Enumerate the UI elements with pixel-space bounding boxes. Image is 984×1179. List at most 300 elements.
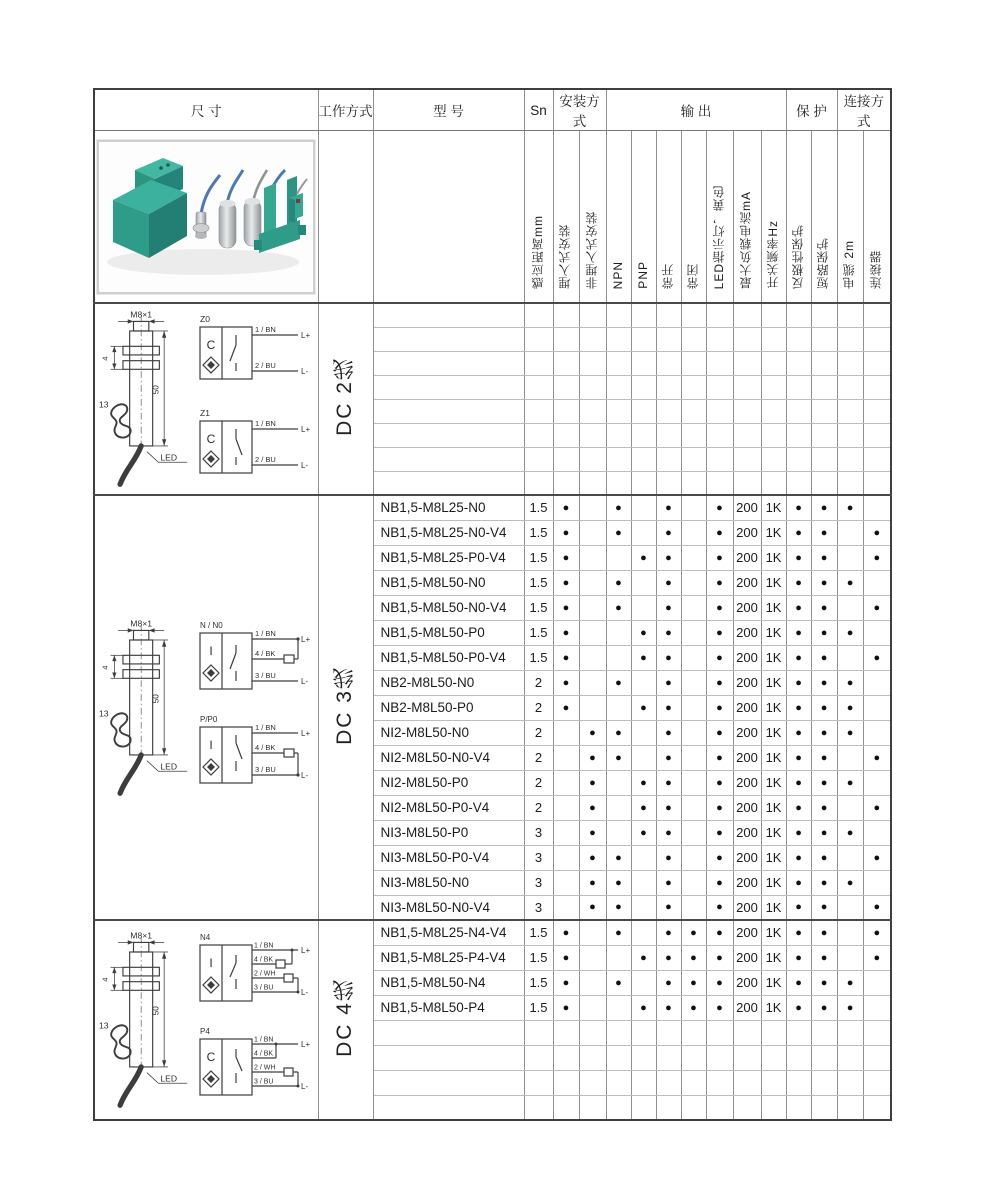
spec-cell (863, 1070, 891, 1095)
spec-cell: 1.5 (524, 620, 553, 645)
spec-cell (863, 399, 891, 423)
model-cell: NB1,5-M8L50-N0-V4 (373, 595, 524, 620)
feature-dot-cell: ● (811, 520, 837, 545)
feature-dot-cell: ● (786, 820, 811, 845)
spec-cell: 1K (761, 820, 786, 845)
spec-cell: 200 (733, 870, 761, 895)
feature-dot-cell: ● (631, 545, 656, 570)
spec-cell (681, 745, 706, 770)
feature-dot-cell: ● (706, 745, 733, 770)
spec-cell (579, 995, 606, 1020)
spec-cell (631, 595, 656, 620)
svg-text:2 / WH: 2 / WH (253, 1064, 276, 1072)
feature-dot-cell: ● (606, 845, 631, 870)
svg-text:2 / WH: 2 / WH (253, 970, 276, 978)
feature-dot-cell: ● (553, 620, 579, 645)
spec-cell (579, 670, 606, 695)
feature-dot-cell: ● (681, 970, 706, 995)
feature-dot-cell: ● (553, 670, 579, 695)
feature-dot-cell: ● (837, 570, 863, 595)
model-cell: NB1,5-M8L25-N4-V4 (373, 920, 524, 945)
feature-dot-cell: ● (811, 795, 837, 820)
feature-dot-cell: ● (811, 645, 837, 670)
spec-cell (786, 351, 811, 375)
feature-dot-cell: ● (863, 545, 891, 570)
spec-cell: 2 (524, 770, 553, 795)
feature-dot-cell: ● (631, 820, 656, 845)
svg-text:C: C (206, 1050, 216, 1064)
spec-cell (579, 423, 606, 447)
spec-cell (786, 1095, 811, 1120)
spec-cell (733, 1020, 761, 1045)
spec-cell: 1.5 (524, 495, 553, 520)
spec-cell: 200 (733, 820, 761, 845)
dimension-diagram-dc2 (94, 303, 318, 495)
feature-dot-cell: ● (811, 895, 837, 920)
spec-cell (681, 645, 706, 670)
svg-text:1 / BN: 1 / BN (254, 722, 276, 732)
spec-cell (786, 1070, 811, 1095)
feature-dot-cell: ● (786, 495, 811, 520)
svg-text:LED: LED (160, 1073, 177, 1084)
spec-cell: 2 (524, 745, 553, 770)
spec-cell (837, 1020, 863, 1045)
feature-dot-cell: ● (553, 570, 579, 595)
spec-cell (837, 399, 863, 423)
feature-dot-cell: ● (656, 870, 681, 895)
feature-dot-cell: ● (786, 645, 811, 670)
spec-cell (631, 520, 656, 545)
table-row (94, 495, 891, 520)
header-sn: Sn (524, 89, 553, 131)
sensor-family-illustration (101, 142, 311, 288)
spec-cell (631, 895, 656, 920)
spec-cell (606, 471, 631, 495)
wrench-icon (111, 404, 130, 437)
work-mode-dc3: DC 3线 (318, 495, 373, 920)
feature-dot-cell: ● (606, 595, 631, 620)
model-cell (373, 303, 524, 327)
spec-cell (681, 595, 706, 620)
model-cell (373, 471, 524, 495)
spec-cell (837, 327, 863, 351)
spec-cell (863, 820, 891, 845)
spec-cell (761, 1045, 786, 1070)
feature-dot-cell: ● (656, 945, 681, 970)
spec-cell (706, 327, 733, 351)
spec-cell (733, 471, 761, 495)
svg-text:P/P0: P/P0 (199, 714, 218, 724)
model-cell: NB1,5-M8L50-P0 (373, 620, 524, 645)
feature-dot-cell: ● (579, 770, 606, 795)
spec-cell (579, 1045, 606, 1070)
feature-dot-cell: ● (811, 670, 837, 695)
spec-cell (579, 1070, 606, 1095)
col-max-load-current: 最大负载电流mA (733, 131, 761, 304)
spec-cell: 1.5 (524, 970, 553, 995)
feature-dot-cell: ● (811, 970, 837, 995)
feature-dot-cell: ● (837, 870, 863, 895)
feature-dot-cell: ● (837, 970, 863, 995)
spec-cell (656, 423, 681, 447)
spec-cell (553, 1095, 579, 1120)
spec-cell (631, 351, 656, 375)
svg-text:4 / BK: 4 / BK (254, 648, 276, 658)
model-cell: NB1,5-M8L50-N0 (373, 570, 524, 595)
spec-cell (761, 327, 786, 351)
spec-cell (681, 423, 706, 447)
spec-cell (606, 770, 631, 795)
feature-dot-cell: ● (579, 820, 606, 845)
feature-dot-cell: ● (811, 595, 837, 620)
spec-cell: 200 (733, 645, 761, 670)
svg-text:L-: L- (300, 988, 308, 997)
feature-dot-cell: ● (553, 920, 579, 945)
feature-dot-cell: ● (706, 520, 733, 545)
spec-cell (786, 327, 811, 351)
header-model: 型 号 (373, 89, 524, 131)
wiring-diagram-z1 (198, 407, 316, 485)
spec-cell (786, 1020, 811, 1045)
cable (120, 754, 141, 792)
spec-cell (606, 351, 631, 375)
spec-cell (863, 1020, 891, 1045)
spec-cell: 1.5 (524, 570, 553, 595)
spec-cell (681, 795, 706, 820)
feature-dot-cell: ● (553, 595, 579, 620)
spec-cell (681, 1070, 706, 1095)
model-cell: NB1,5-M8L25-N0 (373, 495, 524, 520)
spec-cell (706, 1045, 733, 1070)
spec-cell (837, 645, 863, 670)
spec-cell (681, 303, 706, 327)
spec-cell (606, 995, 631, 1020)
spec-cell (706, 471, 733, 495)
spec-cell: 1K (761, 770, 786, 795)
spec-cell: 1.5 (524, 645, 553, 670)
spec-cell: 3 (524, 845, 553, 870)
svg-text:Z1: Z1 (199, 408, 210, 418)
spec-cell: 1K (761, 995, 786, 1020)
spec-cell (761, 1095, 786, 1120)
spec-cell: 1K (761, 495, 786, 520)
spec-cell (706, 399, 733, 423)
header-output: 输 出 (606, 89, 786, 131)
spec-cell: 200 (733, 545, 761, 570)
spec-cell (863, 570, 891, 595)
spec-cell (761, 399, 786, 423)
spec-cell: 200 (733, 570, 761, 595)
spec-cell (863, 1095, 891, 1120)
spec-cell (837, 351, 863, 375)
feature-dot-cell: ● (811, 545, 837, 570)
spec-cell (579, 471, 606, 495)
model-cell: NI3-M8L50-P0 (373, 820, 524, 845)
col-switch-frequency: 开关频率Hz (761, 131, 786, 304)
wiring-diagram-n4 (198, 931, 316, 1015)
feature-dot-cell: ● (863, 520, 891, 545)
spec-cell: 1K (761, 870, 786, 895)
spec-cell (631, 745, 656, 770)
spec-cell (863, 870, 891, 895)
svg-text:1 / BN: 1 / BN (253, 942, 274, 950)
feature-dot-cell: ● (631, 695, 656, 720)
feature-dot-cell: ● (786, 620, 811, 645)
spec-cell (863, 1045, 891, 1070)
spec-cell (631, 670, 656, 695)
feature-dot-cell: ● (553, 695, 579, 720)
feature-dot-cell: ● (579, 845, 606, 870)
spec-cell (681, 1045, 706, 1070)
feature-dot-cell: ● (553, 945, 579, 970)
feature-dot-cell: ● (837, 620, 863, 645)
feature-dot-cell: ● (631, 945, 656, 970)
feature-dot-cell: ● (606, 495, 631, 520)
svg-text:LED: LED (160, 760, 177, 771)
spec-cell (786, 447, 811, 471)
spec-cell (579, 695, 606, 720)
spec-cell: 200 (733, 745, 761, 770)
spec-cell (863, 423, 891, 447)
svg-text:2 / BU: 2 / BU (254, 455, 276, 464)
spec-cell (706, 1095, 733, 1120)
model-cell: NI2-M8L50-P0-V4 (373, 795, 524, 820)
spec-cell (579, 545, 606, 570)
spec-cell: 3 (524, 820, 553, 845)
wrench-icon (111, 713, 130, 746)
spec-cell (761, 423, 786, 447)
feature-dot-cell: ● (706, 620, 733, 645)
spec-cell: 1K (761, 520, 786, 545)
col-sensing-distance: 感应距离mm (524, 131, 553, 304)
spec-cell (761, 447, 786, 471)
spec-cell (656, 399, 681, 423)
spec-cell (681, 720, 706, 745)
feature-dot-cell: ● (786, 920, 811, 945)
spec-cell (681, 845, 706, 870)
feature-dot-cell: ● (811, 920, 837, 945)
spec-cell (553, 845, 579, 870)
model-cell: NB1,5-M8L50-N4 (373, 970, 524, 995)
spec-cell (631, 1020, 656, 1045)
spec-cell (681, 870, 706, 895)
svg-text:C: C (206, 338, 216, 352)
work-mode-dc4: DC 4线 (318, 920, 373, 1120)
model-cell: NB1,5-M8L25-P0-V4 (373, 545, 524, 570)
svg-text:M8×1: M8×1 (130, 930, 152, 941)
spec-cell (786, 1045, 811, 1070)
spec-cell (681, 820, 706, 845)
spec-cell (579, 351, 606, 375)
spec-cell (553, 471, 579, 495)
feature-dot-cell: ● (837, 820, 863, 845)
spec-cell (863, 351, 891, 375)
feature-dot-cell: ● (579, 870, 606, 895)
spec-cell (606, 620, 631, 645)
model-cell (373, 327, 524, 351)
spec-cell (631, 1045, 656, 1070)
spec-cell (681, 327, 706, 351)
spec-cell (656, 375, 681, 399)
svg-text:M8×1: M8×1 (130, 618, 152, 629)
model-cell: NB1,5-M8L50-P0-V4 (373, 645, 524, 670)
svg-text:2 / BU: 2 / BU (254, 361, 276, 370)
spec-cell (606, 327, 631, 351)
feature-dot-cell: ● (656, 970, 681, 995)
spec-cell (656, 351, 681, 375)
spec-cell: 1K (761, 795, 786, 820)
spec-cell (837, 1070, 863, 1095)
spec-cell (761, 471, 786, 495)
spec-cell (606, 1020, 631, 1045)
svg-text:I: I (209, 737, 213, 752)
spec-cell (606, 375, 631, 399)
spec-cell (681, 1020, 706, 1045)
model-cell: NB2-M8L50-P0 (373, 695, 524, 720)
spec-cell: 200 (733, 895, 761, 920)
feature-dot-cell: ● (656, 995, 681, 1020)
feature-dot-cell: ● (656, 920, 681, 945)
spec-cell (579, 620, 606, 645)
spec-cell (553, 870, 579, 895)
svg-text:1 / BN: 1 / BN (254, 325, 276, 334)
spec-cell (553, 1020, 579, 1045)
feature-dot-cell: ● (656, 720, 681, 745)
spec-cell (863, 447, 891, 471)
spec-cell (733, 423, 761, 447)
feature-dot-cell: ● (606, 970, 631, 995)
spec-cell (606, 1045, 631, 1070)
wiring-diagram-p-p0 (198, 713, 316, 797)
feature-dot-cell: ● (837, 995, 863, 1020)
spec-cell: 1K (761, 595, 786, 620)
feature-dot-cell: ● (811, 570, 837, 595)
spec-cell (706, 375, 733, 399)
svg-text:L+: L+ (300, 1040, 310, 1049)
feature-dot-cell: ● (786, 770, 811, 795)
spec-cell (553, 1045, 579, 1070)
spec-cell: 200 (733, 720, 761, 745)
spec-cell (524, 423, 553, 447)
sensor-dimension-drawing (97, 617, 193, 799)
spec-cell: 1.5 (524, 520, 553, 545)
spec-cell (863, 970, 891, 995)
spec-cell: 1K (761, 695, 786, 720)
feature-dot-cell: ● (656, 695, 681, 720)
spec-cell (553, 303, 579, 327)
feature-dot-cell: ● (811, 770, 837, 795)
feature-dot-cell: ● (786, 570, 811, 595)
model-cell: NI2-M8L50-P0 (373, 770, 524, 795)
feature-dot-cell: ● (656, 545, 681, 570)
feature-dot-cell: ● (656, 645, 681, 670)
svg-text:L+: L+ (300, 946, 310, 955)
feature-dot-cell: ● (811, 945, 837, 970)
spec-cell: 200 (733, 595, 761, 620)
spec-cell (553, 895, 579, 920)
spec-cell (681, 670, 706, 695)
spec-cell (579, 945, 606, 970)
feature-dot-cell: ● (786, 720, 811, 745)
wiring-diagram-z0 (198, 313, 316, 391)
spec-cell (837, 895, 863, 920)
spec-cell (524, 303, 553, 327)
blank-cell (318, 131, 373, 304)
spec-cell (681, 495, 706, 520)
model-cell (373, 375, 524, 399)
svg-text:L+: L+ (300, 634, 310, 644)
spec-cell (733, 399, 761, 423)
spec-cell (606, 447, 631, 471)
model-cell: NI3-M8L50-P0-V4 (373, 845, 524, 870)
spec-cell: 1K (761, 895, 786, 920)
spec-cell (811, 351, 837, 375)
spec-cell (761, 303, 786, 327)
col-connector: 连接器 (863, 131, 891, 304)
spec-cell (553, 745, 579, 770)
spec-cell (863, 620, 891, 645)
spec-cell: 3 (524, 870, 553, 895)
spec-cell (524, 327, 553, 351)
spec-cell (631, 423, 656, 447)
feature-dot-cell: ● (706, 895, 733, 920)
product-photo-cell (94, 131, 318, 304)
model-cell (373, 423, 524, 447)
spec-cell (631, 375, 656, 399)
spec-cell (811, 375, 837, 399)
spec-cell (761, 351, 786, 375)
svg-text:3 / BU: 3 / BU (253, 1078, 274, 1086)
feature-dot-cell: ● (706, 995, 733, 1020)
svg-text:3 / BU: 3 / BU (254, 764, 276, 774)
feature-dot-cell: ● (863, 745, 891, 770)
spec-cell (579, 645, 606, 670)
spec-cell (837, 423, 863, 447)
dimension-diagram-dc3 (94, 495, 318, 920)
svg-text:L-: L- (300, 367, 308, 376)
spec-cell (681, 620, 706, 645)
spec-cell: 200 (733, 520, 761, 545)
spec-cell (631, 970, 656, 995)
wiring-diagram-n-n0 (198, 619, 316, 703)
svg-text:C: C (206, 432, 216, 446)
spec-cell (837, 595, 863, 620)
spec-cell (524, 375, 553, 399)
spec-cell: 1K (761, 920, 786, 945)
feature-dot-cell: ● (681, 920, 706, 945)
spec-cell (811, 1045, 837, 1070)
spec-cell (631, 870, 656, 895)
sensor-dimension-drawing (97, 308, 193, 490)
spec-cell (606, 795, 631, 820)
spec-cell (631, 471, 656, 495)
svg-text:4: 4 (100, 356, 110, 361)
model-cell (373, 351, 524, 375)
spec-cell (761, 375, 786, 399)
spec-cell (837, 520, 863, 545)
sensor-spec-table (93, 88, 892, 1121)
feature-dot-cell: ● (706, 920, 733, 945)
feature-dot-cell: ● (863, 920, 891, 945)
spec-cell (553, 447, 579, 471)
col-normally-closed: 常闭 (681, 131, 706, 304)
feature-dot-cell: ● (656, 670, 681, 695)
spec-cell (837, 945, 863, 970)
svg-text:1 / BN: 1 / BN (254, 419, 276, 428)
spec-cell (733, 303, 761, 327)
spec-cell (681, 770, 706, 795)
feature-dot-cell: ● (786, 745, 811, 770)
